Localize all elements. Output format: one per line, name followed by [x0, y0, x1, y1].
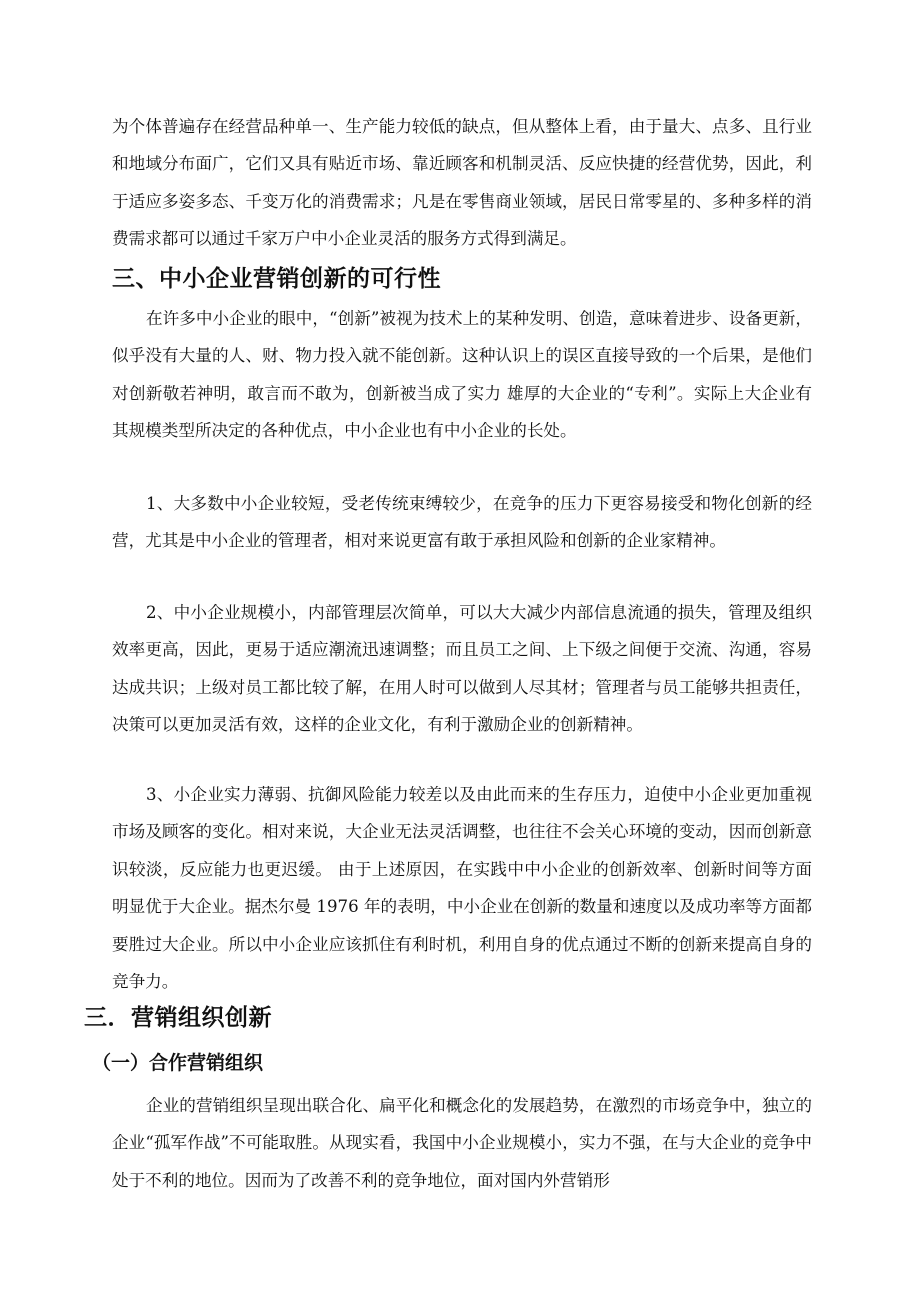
heading-marketing-org: 三．营销组织创新 [84, 1005, 272, 1031]
point-1: 1、大多数中小企业较短，受老传统束缚较少，在竞争的压力下更容易接受和物化创新的经营，尤其是中小企业的管理者，相对来说更富有敢于承担风险和创新的企业家精神。 [112, 494, 812, 551]
subheading-cooperative-org: （一）合作营销组织 [92, 1052, 264, 1074]
paragraph-intro: 为个体普遍存在经营品种单一、生产能力较低的缺点，但从整体上看，由于量大、点多、且行业和地域分布面广，它们又具有贴近市场、靠近顾客和机制灵活、反应快捷的经营优势，因此，利于适应多姿多态、千变万化的消费需求；凡是在零售商业领域，居民日常零星的、多种多样的消费需求都可以通过千家万户中小企业灵活的服务方式得到满足。 [112, 117, 812, 249]
point-2: 2、中小企业规模小，内部管理层次简单，可以大大减少内部信息流通的损失，管理及组织效率更高，因此，更易于适应潮流迅速调整；而且员工之间、上下级之间便于交流、沟通，容易达成共识；上级对员工都比较了解，在用人时可以做到人尽其材；管理者与员工能够共担责任，决策可以更加灵活有效，这样的企业文化，有利于激励企业的创新精神。 [112, 603, 812, 735]
paragraph-feasibility: 在许多中小企业的眼中，“创新”被视为技术上的某种发明、创造，意味着进步、设备更新，似乎没有大量的人、财、物力投入就不能创新。这种认识上的误区直接导致的一个后果，是他们对创新敬若神明，敢言而不敢为，创新被当成了实力 雄厚的大企业的“专利”。实际上大企业有其规模类型所决定的各种优点，中小企业也有中小企业的长处。 [112, 309, 812, 441]
point-3: 3、小企业实力薄弱、抗御风险能力较差以及由此而来的生存压力，迫使中小企业更加重视市场及顾客的变化。相对来说，大企业无法灵活调整，也往往不会关心环境的变动，因而创新意识较淡，反应能力也更迟缓。 由于上述原因，在实践中中小企业的创新效率、创新时间等方面明显优于大企业。据杰尔曼 1976 年的表明，中小企业在创新的数量和速度以及成功率等方面都要胜过大企业。所以中小企业应该抓住有利时机，利用自身的优点通过不断的创新来提高自身的竞争力。 [112, 785, 812, 992]
heading-feasibility: 三、中小企业营销创新的可行性 [112, 266, 441, 292]
paragraph-cooperative: 企业的营销组织呈现出联合化、扁平化和概念化的发展趋势，在激烈的市场竞争中，独立的企业“孤军作战”不可能取胜。从现实看，我国中小企业规模小，实力不强，在与大企业的竞争中处于不利的地位。因而为了改善不利的竞争地位，面对国内外营销形 [112, 1096, 812, 1190]
